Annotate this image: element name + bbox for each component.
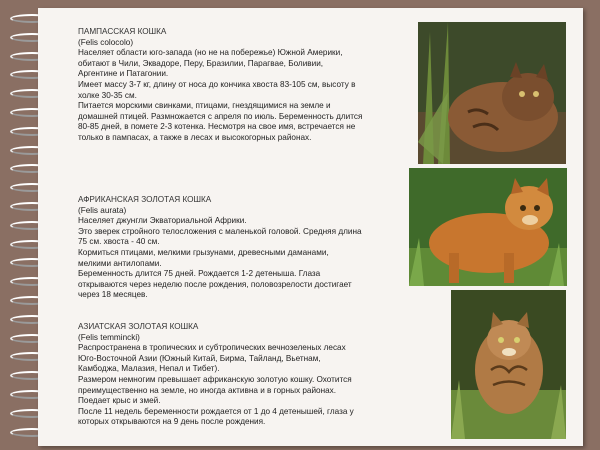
paragraph: Питается морскими свинками, птицами, гнездящимися на земле и домашней птицей. Размножается с апреля по июль. Беременность длится 80-85 дней, в помете 2-3 котенка. Несмотря на свое имя, встречается не только в пампасах, а также в лесах и высокогорных районах. bbox=[78, 101, 363, 142]
latin-name: (Felis colocolo) bbox=[78, 37, 134, 47]
latin-name: (Felis aurata) bbox=[78, 205, 127, 215]
paragraph: Размером немногим превышает африканскую золотую кошку. Охотится преимущественно на земле, но иногда активна и в горных районах. Поедает крыс и змей. bbox=[78, 374, 352, 406]
asian-golden-cat-photo bbox=[451, 290, 566, 439]
paragraph: Населяет области юго-запада (но не на побережье) Южной Америки, обитают в Чили, Эквадоре, Перу, Бразилии, Парагвае, Боливии, Аргентине и Патагонии. bbox=[78, 48, 343, 79]
latin-name: (Felis temmincki) bbox=[78, 332, 140, 342]
paragraph: Населяет джунгли Экваториальной Африки. bbox=[78, 216, 247, 226]
section-title: АФРИКАНСКАЯ ЗОЛОТАЯ КОШКА bbox=[78, 195, 212, 204]
section-pampas-cat bbox=[78, 27, 363, 144]
paragraph: Беременность длится 75 дней. Рождается 1-2 детеныша. Глаза открываются через неделю после рождения, половозрелости достигает через 18 месяцев. bbox=[78, 269, 352, 300]
section-african-golden-cat bbox=[78, 195, 363, 301]
section-title: АЗИАТСКАЯ ЗОЛОТАЯ КОШКА bbox=[78, 322, 199, 331]
african-golden-cat-photo bbox=[409, 168, 567, 286]
pampas-cat-photo bbox=[418, 22, 566, 164]
paragraph: После 11 недель беременности рождается от 1 до 4 детенышей, глаза у которых открываются на 9 день после рождения. bbox=[78, 406, 354, 427]
section-asian-golden-cat bbox=[78, 322, 363, 428]
paragraph: Кормиться птицами, мелкими грызунами, древесными даманами, мелкими антилопами. bbox=[78, 247, 329, 268]
section-title: ПАМПАССКАЯ КОШКА bbox=[78, 27, 167, 36]
paragraph: Имеет массу 3-7 кг, длину от носа до кончика хвоста 83-105 см, высоту в холке 30-35 см. bbox=[78, 79, 356, 100]
paragraph: Это зверек стройного телосложения с маленькой головой. Средняя длина 75 см. хвоста - 40 см. bbox=[78, 226, 362, 247]
paragraph: Распространена в тропических и субтропических вечнозеленых лесах Юго-Восточной Азии (Южный Китай, Бирма, Тайланд, Вьетнам, Камбоджа, Малазия, Непал и Тибет). bbox=[78, 343, 346, 374]
